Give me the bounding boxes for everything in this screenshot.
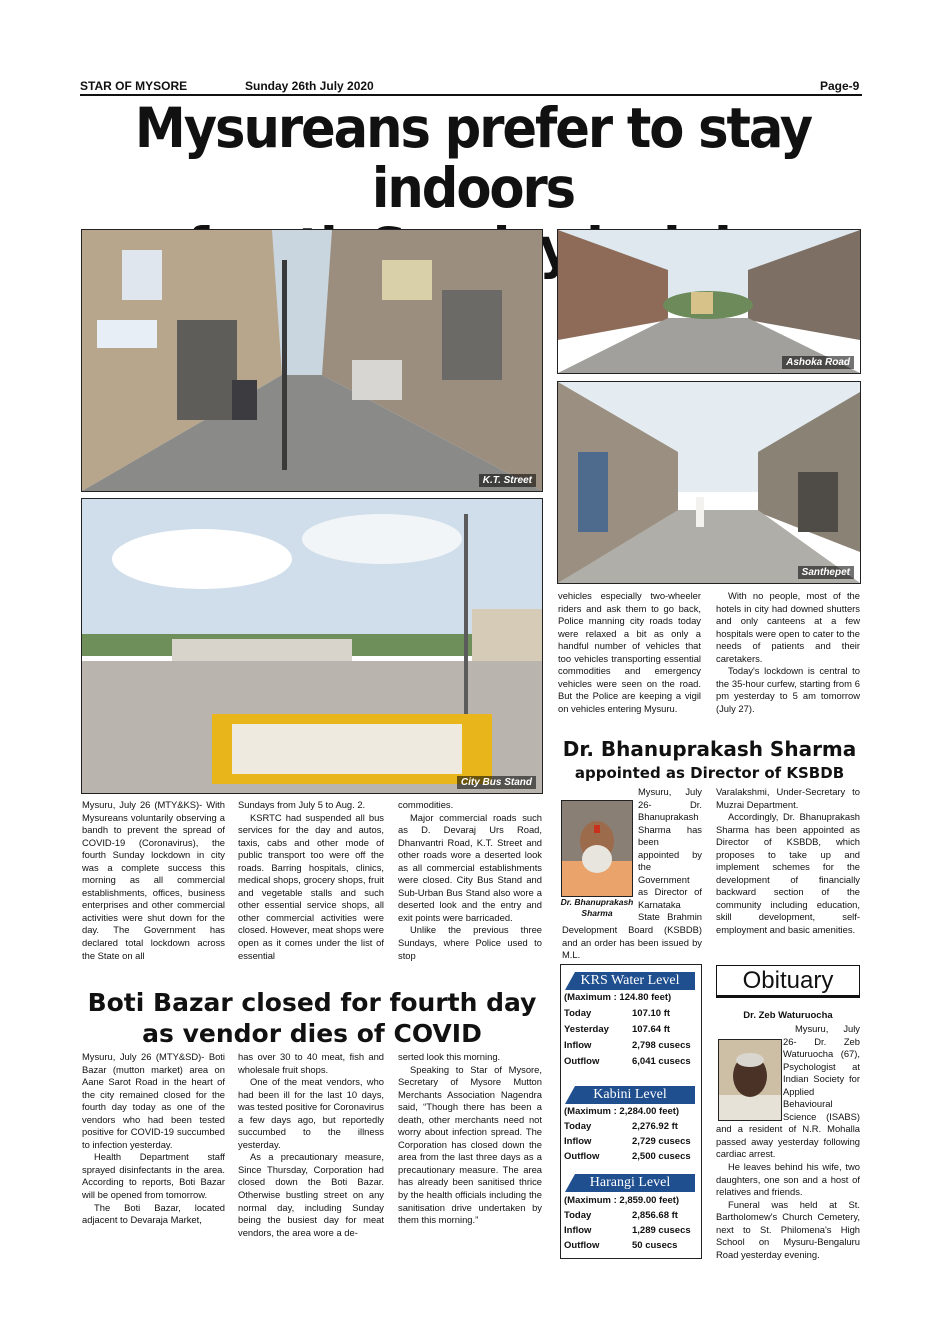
lead-col-2 (238, 799, 384, 962)
lead-col3-para: Unlike the previous three Sundays, where Police used to stop (398, 924, 542, 961)
row-value: 2,276.92 ft (632, 1121, 678, 1132)
harangi-title: Harangi Level (565, 1174, 695, 1192)
row-value: 6,041 cusecs (632, 1056, 691, 1067)
sharma-photo-caption: Dr. Bhanuprakash Sharma (560, 897, 634, 918)
lead-headline-line1: Mysureans prefer to stay indoors (134, 96, 812, 220)
lead-col-3 (398, 799, 542, 962)
photo-city-bus-stand (81, 498, 543, 794)
obituary-intro: Mysuru, July 26- Dr. Zeb Waturuocha (67), Psychologist at Indian Society for Applied Behavioural Science (ISABS) and a resident of N.R. Mohalla passed away yesterday following cardiac arrest. (716, 1023, 860, 1160)
obituary-text (716, 1023, 860, 1261)
issue-date: Sunday 26th July 2020 (245, 79, 374, 93)
harangi-row (564, 1225, 696, 1236)
paper-name: STAR OF MYSORE (80, 79, 188, 93)
caption-ashoka-road: Ashoka Road (782, 356, 854, 369)
kabini-row (564, 1151, 696, 1162)
krs-row (564, 1008, 696, 1019)
water-levels-box (560, 964, 702, 1259)
lead-col3-para: Major commercial roads such as D. Devaraj Urs Road, Dhanvantri Road, K.T. Street and other roads wore a deserted look as all commercial establishments were closed. City Bus Stand and Sub-Urban Bus Stand also wore a deserted look and the entry and exit points were barricaded. (398, 811, 542, 923)
lead-col5-para: Today's lockdown is central to the 35-hour curfew, starting from 6 pm yesterday to 5 am tomorrow (July 27). (716, 665, 860, 714)
photo-ashoka-road (557, 229, 861, 374)
krs-max: (Maximum : 124.80 feet) (564, 992, 672, 1003)
boti-col1-para: Mysuru, July 26 (MTY&SD)- Boti Bazar (mutton market) area on Aane Sarot Road in the heart of the city remained closed for the fourth day today as one of the vendors who had been tested positive for COVID-19 succumbed to infection yesterday. (82, 1051, 225, 1150)
photo-santhepet (557, 381, 861, 584)
sharma-headline: Dr. Bhanuprakash Sharma (562, 737, 857, 761)
obituary-photo-space (716, 1023, 783, 1118)
row-label: Inflow (564, 1136, 592, 1147)
kabini-row (564, 1121, 696, 1132)
lead-col5-para: With no people, most of the hotels in city had downed shutters and only canteens at a few hospitals were open to cater to the needs of patients and their caretakers. (716, 590, 860, 664)
boti-col-1 (82, 1051, 225, 1227)
sharma-intro: Mysuru, July 26- Dr. Bhanuprakash Sharma has been appointed by the Government as Director of Karnataka State Brahmin Development Board (KSBDB) and an order has been issued by M.L. (562, 786, 702, 961)
boti-headline-line2: as vendor dies of COVID (142, 1019, 482, 1048)
row-label: Outflow (564, 1056, 600, 1067)
boti-col-3 (398, 1051, 542, 1227)
caption-city-bus-stand: City Bus Stand (457, 776, 536, 789)
boti-headline (72, 987, 552, 1049)
boti-col-2 (238, 1051, 384, 1239)
boti-col3-para: serted look this morning. (398, 1051, 501, 1062)
boti-col1-para: Health Department staff sprayed disinfectants in the area. According to reports, Boti Bazar will be opened from tomorrow. (82, 1151, 225, 1201)
row-label: Outflow (564, 1240, 600, 1251)
sharma-col2-para: Varalakshmi, Under-Secretary to Muzrai Department. (716, 786, 860, 810)
lead-col-1 (82, 799, 225, 962)
boti-col3-para: Speaking to Star of Mysore, Secretary of Mysore Mutton Merchants Association Nagendra said, “Though there has been a death, other merchants need not worry about infection spread. The Corporation has closed down the area from the last three days as a precautionary measure. The area has already been sanitised thrice by the health officials including the sanitisation drive undertaken by them this morning.” (398, 1063, 542, 1226)
row-value: 1,289 cusecs (632, 1225, 691, 1236)
sharma-col-1 (562, 786, 702, 962)
row-label: Today (564, 1008, 592, 1019)
row-value: 107.10 ft (632, 1008, 671, 1019)
harangi-row (564, 1240, 696, 1251)
row-label: Inflow (564, 1225, 592, 1236)
row-label: Outflow (564, 1151, 600, 1162)
sharma-subheadline: appointed as Director of KSBDB (574, 764, 845, 782)
krs-row (564, 1056, 696, 1067)
lead-col2-para: KSRTC had suspended all bus services for the day and autos, taxis, cabs and other mode of public transport too were off the roads. Barring hospitals, clinics, medical shops, grocery shops, fruit and vegetable stalls and such other essential service shops, all other commercial activities were closed. However, meat shops were open as it comes under the list of essential (238, 811, 384, 961)
sharma-photo-space (562, 786, 638, 919)
lead-col-5 (716, 590, 860, 715)
row-value: 2,729 cusecs (632, 1136, 691, 1147)
photo-kt-street (81, 229, 543, 492)
row-value: 107.64 ft (632, 1024, 671, 1035)
obituary-para: Funeral was held at St. Bartholomew's Church Cemetery, next to St. Philomena's High School on Mysuru-Bengaluru Road yesterday evening. (716, 1198, 860, 1260)
obituary-para: He leaves behind his wife, two daughters, one son and a host of relatives and friends. (716, 1161, 860, 1198)
krs-row (564, 1040, 696, 1051)
boti-col2-para: One of the meat vendors, who had been ill for the last 10 days, was tested positive for Coronavirus a few days ago, but reportedly succumbed to the illness yesterday. (238, 1076, 384, 1150)
boti-col1-para: The Boti Bazar, located adjacent to Devaraja Market, (82, 1201, 225, 1226)
kabini-title: Kabini Level (565, 1086, 695, 1104)
row-label: Today (564, 1210, 592, 1221)
obituary-title: Obituary (717, 966, 859, 995)
row-value: 2,798 cusecs (632, 1040, 691, 1051)
lead-col2-para: Sundays from July 5 to Aug. 2. (238, 799, 366, 810)
krs-row (564, 1024, 696, 1035)
row-label: Today (564, 1121, 592, 1132)
harangi-row (564, 1210, 696, 1221)
sharma-col-2 (716, 786, 860, 937)
harangi-max: (Maximum : 2,859.00 feet) (564, 1195, 680, 1206)
row-label: Yesterday (564, 1024, 609, 1035)
row-value: 2,500 cusecs (632, 1151, 691, 1162)
caption-kt-street: K.T. Street (479, 474, 536, 487)
lead-col1-para: Mysuru, July 26 (MTY&KS)- With Mysureans voluntarily observing a bandh to prevent the spread of COVID-19 (Coronavirus), the fourth Sunday lockdown in city was a complete success this morning as all commercial establishments, offices, business enterprises and other commercial activities were shut down for the day. The Government has declared total lockdown across the State on all (82, 799, 225, 961)
obituary-title-box (716, 965, 860, 998)
row-label: Inflow (564, 1040, 592, 1051)
caption-santhepet: Santhepet (798, 566, 854, 579)
lead-col-4 (558, 590, 701, 715)
row-value: 2,856.68 ft (632, 1210, 678, 1221)
obituary-name: Dr. Zeb Waturuocha (743, 1010, 833, 1021)
row-value: 50 cusecs (632, 1240, 678, 1251)
boti-col2-para: As a precautionary measure, Since Thursday, Corporation had closed down the Boti Bazar. Otherwise bustling street on any normal day, including Sunday being the busiest day for meat vendors, the area wore a de- (238, 1151, 384, 1238)
lead-col4-para: vehicles especially two-wheeler riders and ask them to go back, Police manning city roads today were relaxed a bit as only a handful number of vehicles that too vehicles transporting essential commodities and emergency vehicles were seen on the road. But the Police are keeping a vigil on vehicles entering Mysuru. (558, 590, 701, 714)
lead-col3-para: commodities. (398, 799, 454, 810)
krs-title: KRS Water Level (565, 972, 695, 990)
page-number: Page-9 (820, 79, 860, 93)
sharma-col2-para: Accordingly, Dr. Bhanuprakash Sharma has been appointed as Director of KSBDB, which proposes to take up and implement schemes for the development of financially backward section of the community including education, skill development, self-employment and basic amenities. (716, 811, 860, 936)
boti-headline-line1: Boti Bazar closed for fourth day (87, 988, 537, 1017)
kabini-row (564, 1136, 696, 1147)
kabini-max: (Maximum : 2,284.00 feet) (564, 1106, 680, 1117)
boti-col2-para: has over 30 to 40 meat, fish and wholesale fruit shops. (238, 1051, 384, 1075)
